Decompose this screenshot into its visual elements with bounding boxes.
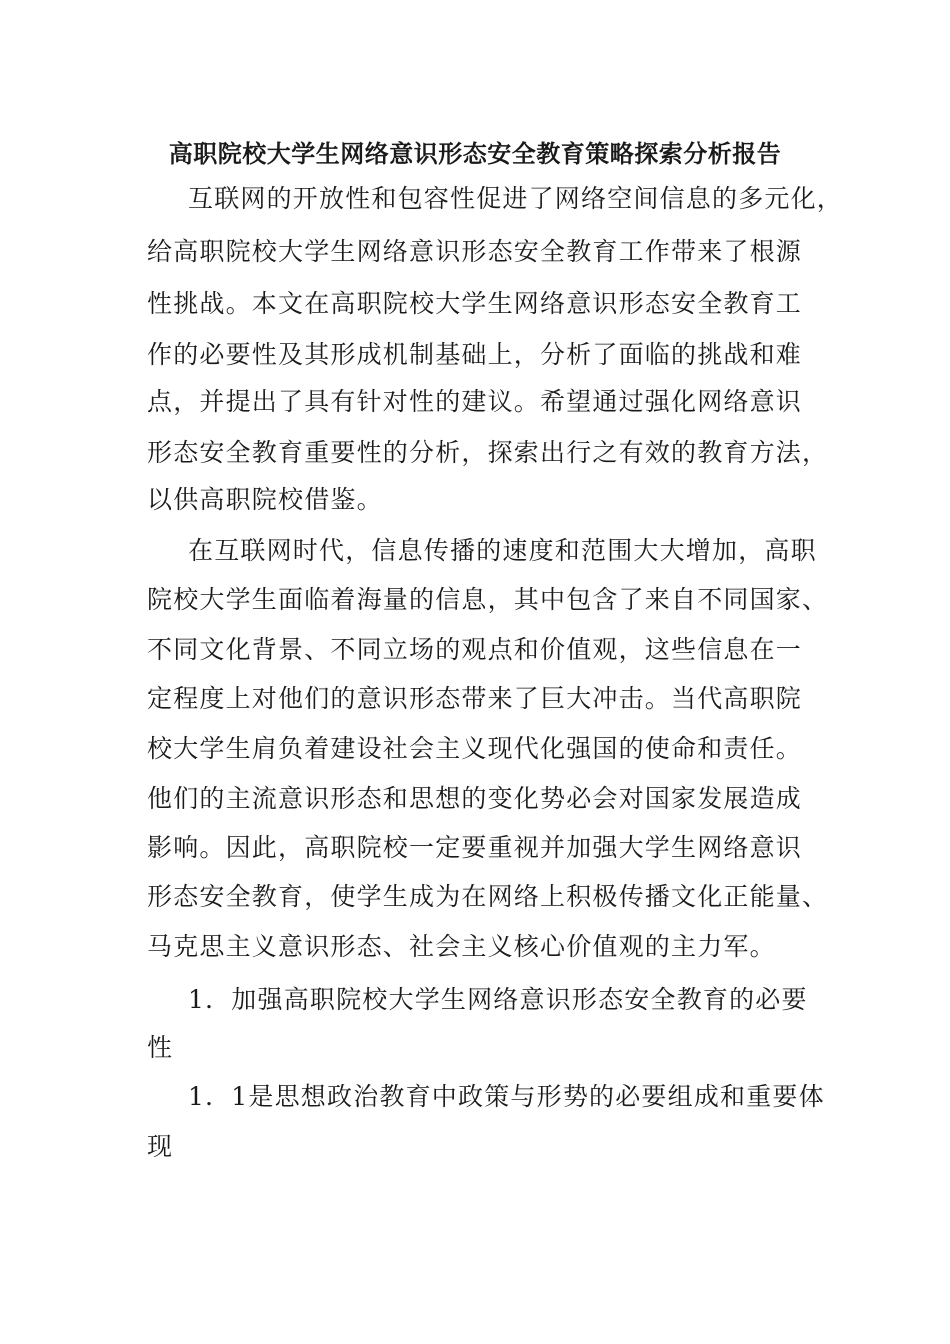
paragraph-2-line-6: 他们的主流意识形态和思想的变化势必会对国家发展造成 xyxy=(147,784,803,813)
paragraph-1-line-1: 互联网的开放性和包容性促进了网络空间信息的多元化， xyxy=(188,184,844,213)
paragraph-1-line-6: 形态安全教育重要性的分析，探索出行之有效的教育方法， xyxy=(147,438,829,467)
paragraph-1-line-3: 性挑战。本文在高职院校大学生网络意识形态安全教育工 xyxy=(147,289,803,318)
section-heading-1-1-line-2: 现 xyxy=(147,1132,174,1161)
section-heading-1-line-2: 性 xyxy=(147,1033,174,1062)
paragraph-1-line-5: 点，并提出了具有针对性的建议。希望通过强化网络意识 xyxy=(147,387,803,416)
section-heading-1-1-line-1: 1．1是思想政治教育中政策与形势的必要组成和重要体 xyxy=(188,1082,825,1111)
paragraph-2-line-3: 不同文化背景、不同立场的观点和价值观，这些信息在一 xyxy=(147,635,803,664)
paragraph-2-line-7: 影响。因此，高职院校一定要重视并加强大学生网络意识 xyxy=(147,833,803,862)
paragraph-2-line-4: 定程度上对他们的意识形态带来了巨大冲击。当代高职院 xyxy=(147,684,803,713)
paragraph-2-line-8: 形态安全教育，使学生成为在网络上积极传播文化正能量、 xyxy=(147,882,829,911)
paragraph-2-line-2: 院校大学生面临着海量的信息，其中包含了来自不同国家、 xyxy=(147,585,829,614)
paragraph-1-line-4: 作的必要性及其形成机制基础上，分析了面临的挑战和难 xyxy=(147,340,803,369)
paragraph-1-line-2: 给高职院校大学生网络意识形态安全教育工作带来了根源 xyxy=(147,237,803,266)
document-title: 高职院校大学生网络意识形态安全教育策略探索分析报告 xyxy=(168,139,782,168)
paragraph-2-line-5: 校大学生肩负着建设社会主义现代化强国的使命和责任。 xyxy=(147,734,803,763)
section-heading-1-line-1: 1．加强高职院校大学生网络意识形态安全教育的必要 xyxy=(188,985,808,1014)
paragraph-2-line-1: 在互联网时代，信息传播的速度和范围大大增加，高职 xyxy=(188,536,817,565)
paragraph-1-line-7: 以供高职院校借鉴。 xyxy=(147,485,383,514)
paragraph-2-line-9: 马克思主义意识形态、社会主义核心价值观的主力军。 xyxy=(147,932,776,961)
